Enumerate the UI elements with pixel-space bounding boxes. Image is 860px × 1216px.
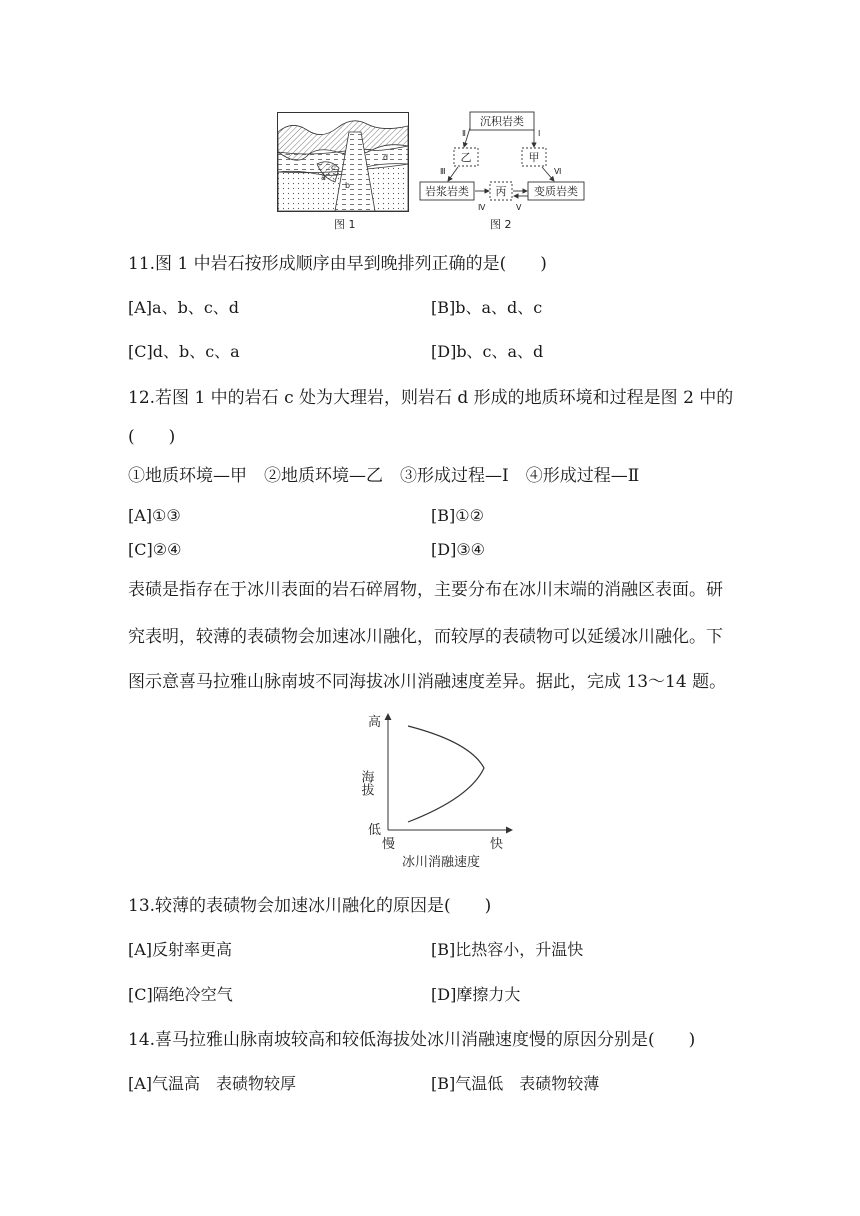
roman-IV: Ⅳ bbox=[478, 203, 486, 212]
y-low-label: 低 bbox=[368, 823, 382, 838]
q13-option-d[interactable]: [D]摩擦力大 bbox=[431, 985, 521, 1004]
passage-line-1: 表碛是指存在于冰川表面的岩石碎屑物，主要分布在冰川末端的消融区表面。研 bbox=[128, 580, 723, 600]
x-axis-label: 冰川消融速度 bbox=[402, 855, 481, 870]
x-low-label: 慢 bbox=[382, 837, 396, 852]
q13-option-c[interactable]: [C]隔绝冷空气 bbox=[128, 985, 233, 1004]
label-sedimentary: 沉积岩类 bbox=[480, 115, 524, 128]
passage-line-2: 究表明，较薄的表碛物会加速冰川融化，而较厚的表碛物可以延缓冰川融化。下 bbox=[128, 627, 723, 647]
y-high-label: 高 bbox=[368, 715, 382, 730]
figure-2-caption: 图 2 bbox=[490, 218, 512, 231]
question-11-stem: 11.图 1 中岩石按形成顺序由早到晚排列正确的是( ) bbox=[128, 254, 547, 274]
rock-strata-diagram bbox=[277, 112, 409, 212]
melt-speed-curve bbox=[408, 726, 484, 822]
label-yi: 乙 bbox=[460, 151, 472, 164]
fig1-label-c: c bbox=[331, 163, 336, 172]
question-14-stem: 14.喜马拉雅山脉南坡较高和较低海拔处冰川消融速度慢的原因分别是( ) bbox=[128, 1030, 696, 1050]
y-axis-label: 海拔 bbox=[358, 770, 374, 796]
fig1-label-a: a bbox=[321, 173, 326, 182]
question-13-stem: 13.较薄的表碛物会加速冰川融化的原因是( ) bbox=[128, 896, 492, 916]
q12-option-a[interactable]: [A]①③ bbox=[128, 506, 181, 525]
label-bing: 丙 bbox=[495, 185, 507, 198]
label-igneous: 岩浆岩类 bbox=[425, 185, 469, 198]
q13-option-a[interactable]: [A]反射率更高 bbox=[128, 940, 233, 959]
q11-option-c[interactable]: [C]d、b、c、a bbox=[128, 342, 240, 361]
question-12-items: ①地质环境—甲 ②地质环境—乙 ③形成过程—Ⅰ ④形成过程—Ⅱ bbox=[128, 466, 640, 486]
fig1-label-b: b bbox=[345, 181, 351, 190]
q14-option-b[interactable]: [B]气温低 表碛物较薄 bbox=[431, 1074, 600, 1093]
q11-option-a[interactable]: [A]a、b、c、d bbox=[128, 298, 240, 317]
q11-option-d[interactable]: [D]b、c、a、d bbox=[431, 342, 544, 361]
figure-1 bbox=[277, 112, 409, 212]
figure-2 bbox=[418, 110, 586, 214]
question-12-stem-cont: ( ) bbox=[128, 427, 176, 447]
q12-option-d[interactable]: [D]③④ bbox=[431, 540, 485, 559]
fig1-label-d: d bbox=[383, 153, 389, 162]
rock-cycle-diagram bbox=[418, 110, 586, 214]
question-12-stem: 12.若图 1 中的岩石 c 处为大理岩，则岩石 d 形成的地质环境和过程是图 2 中的 bbox=[128, 388, 734, 408]
figure-1-caption: 图 1 bbox=[334, 218, 356, 231]
roman-II: Ⅱ bbox=[462, 129, 466, 138]
altitude-melt-chart bbox=[352, 708, 522, 874]
x-high-label: 快 bbox=[490, 837, 504, 852]
q14-option-a[interactable]: [A]气温高 表碛物较厚 bbox=[128, 1074, 297, 1093]
q12-option-c[interactable]: [C]②④ bbox=[128, 540, 182, 559]
roman-V: Ⅴ bbox=[516, 203, 522, 212]
q13-option-b[interactable]: [B]比热容小，升温快 bbox=[431, 940, 584, 959]
q11-option-b[interactable]: [B]b、a、d、c bbox=[431, 298, 543, 317]
label-metamorphic: 变质岩类 bbox=[534, 185, 578, 198]
passage-line-3: 图示意喜马拉雅山脉南坡不同海拔冰川消融速度差异。据此，完成 13～14 题。 bbox=[128, 672, 727, 692]
roman-I: Ⅰ bbox=[538, 129, 541, 138]
q12-option-b[interactable]: [B]①② bbox=[431, 506, 484, 525]
label-jia: 甲 bbox=[528, 151, 540, 164]
roman-VI: Ⅵ bbox=[554, 167, 562, 176]
roman-III: Ⅲ bbox=[440, 167, 446, 176]
